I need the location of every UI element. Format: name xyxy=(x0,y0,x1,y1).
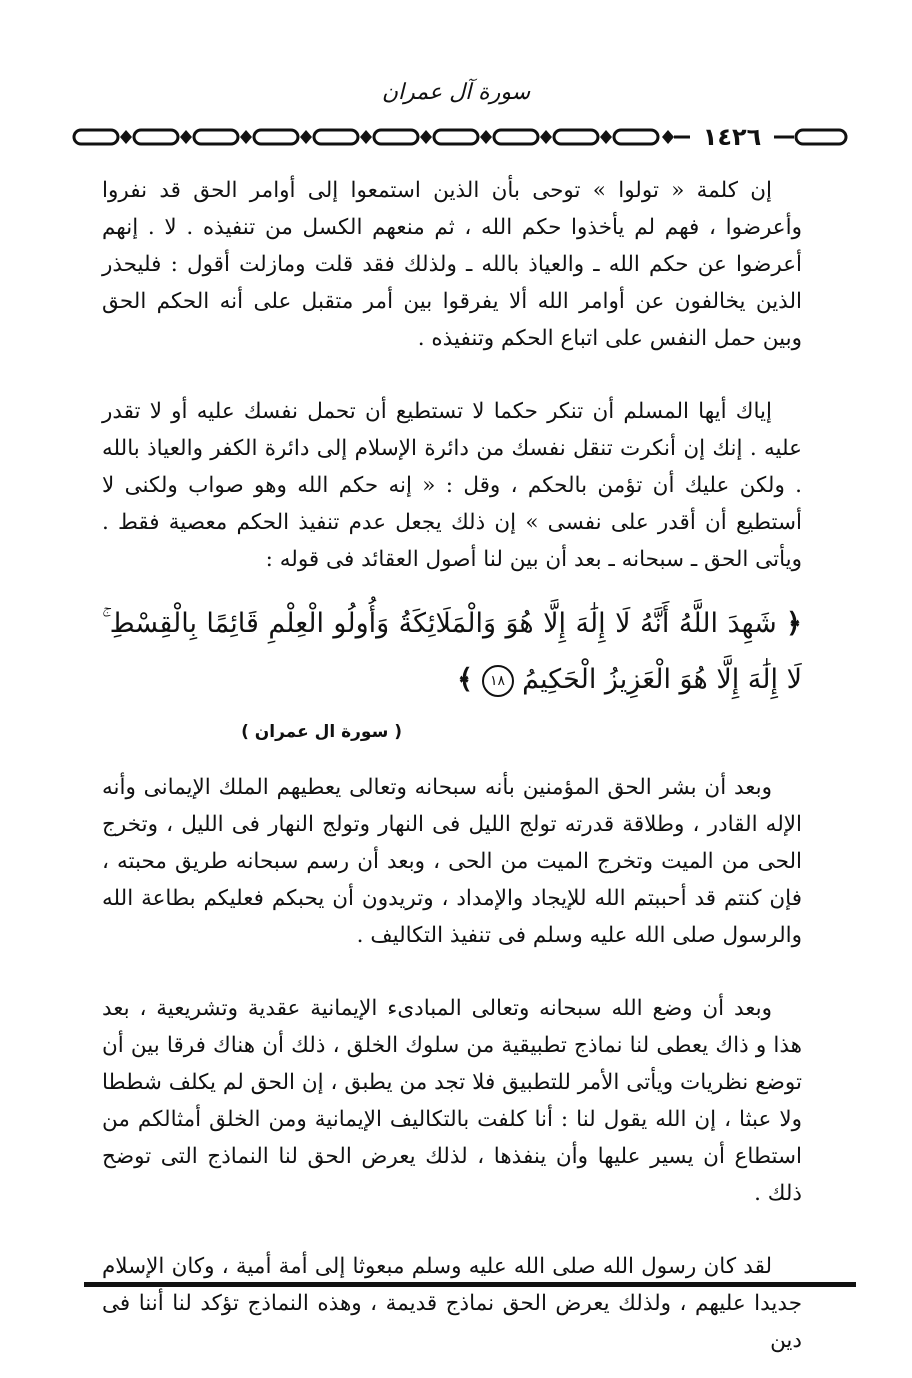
bottom-rule xyxy=(84,1282,856,1287)
verse-close-bracket: ﴾ xyxy=(457,664,473,695)
page-number: ١٤٢٦ xyxy=(702,123,762,151)
paragraph-4: وبعد أن وضع الله سبحانه وتعالى المبادىء الإيمانية عقدية وتشريعية ، بعد هذا و ذاك يعطى لنا نماذج تطبيقية من سلوك الخلق ، ذلك أن هناك فرقا بين أن توضع نظريات ويأتى الأمر للتطبيق فلا تجد من يطبق ، إن الحق لم يكلف شططا ولا عبثا ، إن الله يقول لنا : أنا كلفت بالتكاليف الإيمانية ومن الخلق أمثالكم من استطاع أن يسير عليها وأن ينفذها ، لذلك يعرض الحق لنا النماذج التى توضح ذلك . xyxy=(102,996,802,1206)
verse-source: ( سورة ال عمران ) xyxy=(241,722,402,742)
paragraph-5: لقد كان رسول الله صلى الله عليه وسلم مبعوثا إلى أمة أمية ، وكان الإسلام جديدا عليهم ، ولذلك يعرض الحق نماذج قديمة ، وهذه النماذج تؤكد لنا أننا فى دين xyxy=(102,1254,802,1353)
quran-verse xyxy=(102,596,802,708)
verse-open-bracket: ﴿ xyxy=(786,608,802,639)
verse-number: ١٨ xyxy=(482,665,514,697)
paragraph-gap xyxy=(102,1212,802,1248)
ornament-chain-left xyxy=(70,124,690,150)
paragraph-2: إياك أيها المسلم أن تنكر حكما لا تستطيع أن تحمل نفسك عليه أو لا تقدر عليه . إنك إن أنكرت تنقل نفسك من دائرة الإسلام إلى دائرة الكفر والعياذ بالله . ولكن عليك أن تؤمن بالحكم ، وقل : « إنه حكم الله وهو صواب ولكنى لا أستطيع أن أقدر على نفسى » إن ذلك يجعل عدم تنفيذ الحكم معصية فقط . ويأتى الحق ـ سبحانه ـ بعد أن بين لنا أصول العقائد فى قوله : xyxy=(102,399,802,572)
paragraph-3: وبعد أن بشر الحق المؤمنين بأنه سبحانه وتعالى يعطيهم الملك الإيمانى وأنه الإله القادر ، وطلاقة قدرته تولج الليل فى النهار وتولج النهار فى الليل ، وتخرج الحى من الميت وتخرج الميت من الحى ، وبعد أن رسم سبحانه طريق محبته ، فإن كنتم قد أحببتم الله للإيجاد والإمداد ، وتريدون أن يحبكم فعليكم بطاعة الله والرسول صلى الله عليه وسلم فى تنفيذ التكاليف . xyxy=(102,775,802,948)
paragraph-gap xyxy=(102,954,802,990)
paragraph-gap xyxy=(102,357,802,393)
paragraph-1: إن كلمة « تولوا » توحى بأن الذين استمعوا إلى أوامر الحق قد نفروا وأعرضوا ، فهم لم يأخذوا حكم الله ، ثم منعهم الكسل من تنفيذه . لا . إنهم أعرضوا عن حكم الله ـ والعياذ بالله ـ ولذلك فقد قلت ومازلت أقول : فليحذر الذين يخالفون عن أوامر الله ألا يفرقوا بين أمر متقبل على أنه الحكم الحق وبين حمل النفس على اتباع الحكم وتنفيذه . xyxy=(102,178,802,351)
ornament-chain-right xyxy=(774,124,854,150)
page-body xyxy=(102,172,802,1359)
header-ornament xyxy=(70,124,854,150)
verse-text: شَهِدَ اللَّهُ أَنَّهُ لَا إِلَٰهَ إِلَّا هُوَ وَالْمَلَائِكَةُ وَأُولُو الْعِلْمِ قَائِمًا بِالْقِسْطِ ۚ لَا إِلَٰهَ إِلَّا هُوَ الْعَزِيزُ الْحَكِيمُ xyxy=(102,608,802,695)
surah-title: سورة آل عمران xyxy=(381,80,531,105)
